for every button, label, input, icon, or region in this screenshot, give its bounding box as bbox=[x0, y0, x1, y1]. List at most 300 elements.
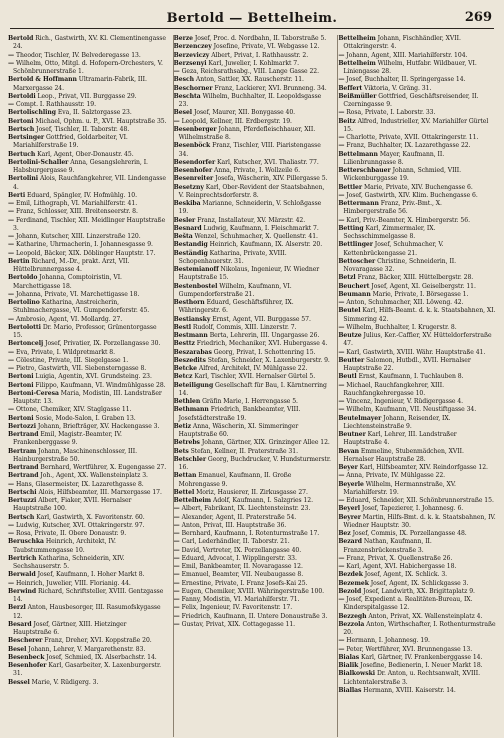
entry-name: Bialas bbox=[338, 653, 360, 661]
directory-entry bbox=[8, 258, 167, 275]
entry-name: Beschorner bbox=[173, 84, 213, 92]
directory-entry bbox=[174, 456, 332, 473]
entry-details: Rosa, Private, I. Laborstr. 33. bbox=[346, 109, 436, 117]
entry-name: — bbox=[338, 563, 345, 570]
directory-entry bbox=[8, 514, 167, 522]
entry-details: Karl, Agent, XVI. Habichergasse 18. bbox=[346, 563, 457, 570]
entry-name: Bešta bbox=[173, 233, 193, 240]
directory-entry bbox=[338, 555, 496, 563]
entry-name: Besler bbox=[173, 216, 196, 224]
directory-entry bbox=[8, 274, 167, 291]
directory-entry bbox=[8, 192, 167, 200]
entry-name: Bettelheim bbox=[338, 35, 376, 42]
directory-entry bbox=[8, 555, 167, 572]
entry-details: Bernhard, Wertführer, X. Eugengasse 27. bbox=[40, 464, 167, 471]
directory-entry bbox=[8, 118, 167, 126]
entry-name: Beutl bbox=[338, 373, 357, 381]
entry-details: Heinrich, Kaufmann, IX. Alserstr. 20. bbox=[209, 241, 323, 249]
entries-column-2 bbox=[173, 35, 332, 737]
directory-entry bbox=[8, 324, 167, 341]
entry-name: — bbox=[8, 480, 15, 488]
entry-name: Bertrand bbox=[8, 431, 39, 438]
entry-name: Beyerl bbox=[338, 505, 360, 513]
entry-name: Bertoni-Ceresa bbox=[8, 389, 59, 397]
entry-name: — bbox=[338, 323, 345, 331]
directory-entry bbox=[8, 340, 167, 348]
entry-details: Dr. Mario, Professor, Grünentorgasse 15. bbox=[13, 323, 157, 339]
entry-name: — bbox=[8, 530, 15, 537]
entry-name: — bbox=[173, 554, 180, 562]
entry-name: Besel bbox=[8, 645, 27, 653]
entry-name: Betrebs bbox=[173, 439, 200, 447]
directory-entry bbox=[174, 316, 332, 324]
entry-name: Besnard bbox=[173, 224, 202, 232]
entry-details: Josef, Maurer, XII. Bonygasse 40. bbox=[193, 109, 296, 117]
entry-details: Anna, Private, IV. Mühlgasse 22. bbox=[346, 472, 446, 480]
entry-details: Anton, Hausbesorger, III. Rasumofskygasse 12. bbox=[13, 604, 161, 620]
entry-name: Bertsinger bbox=[8, 134, 45, 141]
entry-name: — bbox=[338, 142, 345, 150]
entry-name: — bbox=[338, 497, 345, 504]
entry-details: Geza, Reichsrathsabg., VIII. Lange Gasse 22. bbox=[181, 68, 320, 75]
entry-name: Beutelmayer bbox=[338, 414, 382, 422]
entry-details: Johann, Briefträger, XV. Hackengasse 3. bbox=[37, 422, 160, 430]
entry-details: Josef, Buchhalter, II. Springergasse 14. bbox=[346, 76, 466, 84]
entry-name: — bbox=[8, 406, 15, 414]
entry-name: — bbox=[173, 596, 180, 603]
directory-entry bbox=[8, 349, 167, 357]
entry-name: Berwald bbox=[8, 571, 36, 579]
entry-details: Eva, Private, I. Wildpretmarkt 8. bbox=[15, 348, 115, 356]
entry-details: Pietro, Gastwirth, VII. Siebensterngasse 8. bbox=[15, 365, 147, 372]
entry-details: Franz, Priv.-Bmt., X. Himbergerstraße 56. bbox=[343, 200, 442, 216]
entry-details: Karl, Ober-Revident der Staatsbahnen, V. Reinprechtsdorferstr. 8. bbox=[178, 183, 325, 199]
directory-entry bbox=[174, 423, 332, 440]
directory-entry bbox=[338, 332, 496, 349]
entry-details: Wilhelm, Kaufmann, VII. Neustiftgasse 34. bbox=[346, 406, 477, 414]
directory-entry bbox=[338, 184, 496, 192]
directory-entry bbox=[338, 241, 496, 258]
entry-name: Bestiansky bbox=[173, 315, 211, 323]
directory-entry bbox=[8, 159, 167, 176]
entry-name: Bettel bbox=[173, 488, 195, 496]
entry-details: Katharina, Anstreicherin, Stuhlmachergasse, VI. Gumpendorferstr. 45. bbox=[13, 299, 150, 315]
entry-details: Christine, Schneiderin, II. Novaragasse 32. bbox=[343, 257, 457, 273]
entry-name: Berwind bbox=[8, 587, 37, 595]
entry-details: Johann, Reisender, IX. Liechtensteinstraße 9. bbox=[343, 414, 451, 430]
directory-entry bbox=[174, 357, 332, 365]
entry-details: Wilhelm, Buchhalter, II. Leopoldsgasse 23. bbox=[178, 92, 322, 108]
entry-details: Josef, Commis, IX. Porzellangasse 48. bbox=[352, 530, 467, 537]
entry-name: Bertoni bbox=[8, 373, 34, 381]
directory-entry bbox=[174, 382, 332, 399]
entry-details: Alois, Hilfsbeamter, III. Marxergasse 17. bbox=[38, 488, 162, 496]
entry-name: — bbox=[8, 233, 15, 240]
directory-entry bbox=[174, 497, 332, 505]
entry-details: Maria, Modistin, III. Landstraßer Hauptstr. 13. bbox=[13, 389, 162, 405]
entry-name: Bezold bbox=[338, 587, 362, 595]
entry-name: Beutze bbox=[338, 332, 362, 339]
directory-entry bbox=[174, 35, 332, 43]
entry-name: — bbox=[338, 76, 345, 84]
directory-entry bbox=[8, 472, 167, 480]
entry-details: Wilhelm, Hermannstraße, XV. Mariahilferstr. 19. bbox=[343, 480, 456, 496]
entry-name: Betting bbox=[338, 224, 364, 232]
directory-entry bbox=[8, 522, 167, 530]
entry-name: — bbox=[338, 299, 345, 306]
entry-details: Josefa, Wäscherin, XIV. Pillergasse 5. bbox=[215, 175, 328, 183]
entry-details: Katharina, Schneiderin, XIV. Sechshauserstr. 5. bbox=[13, 554, 125, 570]
entry-details: Karl, Kutscher, XVI. Thaliastr. 77. bbox=[217, 158, 319, 166]
directory-entry bbox=[8, 365, 167, 373]
directory-entry bbox=[8, 250, 167, 258]
entry-details: Karl, Juwelier, I. Kohlmarkt 7. bbox=[208, 59, 300, 67]
directory-entry bbox=[174, 472, 332, 489]
entry-details: Emil, Magistr.-Beamter, IV. Frankenberggasse 9. bbox=[13, 431, 122, 447]
directory-entry bbox=[338, 464, 496, 472]
directory-entry bbox=[174, 225, 332, 233]
entry-details: Eduard, Advocat, I. Wipplingerstr. 33. bbox=[181, 554, 297, 562]
entries-column-1 bbox=[8, 35, 167, 737]
entry-details: Katharine, Uhrmacherin, I. Johannesgasse 9. bbox=[15, 241, 153, 249]
entry-name: Berti bbox=[8, 191, 26, 199]
directory-entry bbox=[338, 52, 496, 60]
directory-entry bbox=[8, 646, 167, 654]
directory-entry bbox=[8, 35, 167, 52]
directory-entry bbox=[174, 109, 332, 117]
entry-name: Bevan bbox=[338, 447, 360, 455]
entry-details: Josef, Gastwirth, XIV. Klim. Buchengasse 6. bbox=[346, 191, 478, 199]
entry-details: Johann, Pferdefleischhauer, XII. Wilhelmstraße 8. bbox=[178, 125, 316, 141]
entry-name: — bbox=[8, 315, 15, 323]
entry-details: Johann, Fischhändler, XVII. Ottakringerstr. 4. bbox=[343, 35, 461, 51]
entry-name: Bertoldi bbox=[8, 92, 36, 100]
directory-entry bbox=[8, 109, 167, 117]
entry-name: — bbox=[173, 571, 180, 579]
entry-name: Bescherer bbox=[8, 637, 43, 645]
directory-entry bbox=[8, 101, 167, 109]
entry-details: Josef, Tapezierer, I. Johannesg. 6. bbox=[361, 505, 464, 513]
entry-name: — bbox=[338, 51, 345, 59]
entry-name: Bertsch bbox=[8, 513, 35, 521]
entry-name: Bertrand bbox=[8, 464, 39, 471]
entry-name: Bertoldo bbox=[8, 274, 38, 282]
directory-entry bbox=[174, 448, 332, 456]
directory-entry bbox=[8, 151, 167, 159]
entry-name: Beyerle bbox=[338, 480, 364, 488]
entry-details: Dr. Anton, u. Rechtsanwalt, XVIII. Lichtentalerstraße 3. bbox=[343, 670, 480, 686]
directory-entry bbox=[8, 481, 167, 489]
entry-details: Hans, Glasermeister, IX. Lazarethgasse 8. bbox=[15, 480, 144, 488]
entry-name: Bethmann bbox=[173, 406, 209, 414]
entry-details: Josef, Gärtner, XIII. Hietzinger Hauptstraße 6. bbox=[13, 620, 127, 636]
entry-details: Eduard, Spängler, IV. Hofmühlg. 10. bbox=[27, 191, 137, 199]
directory-entry bbox=[174, 522, 332, 530]
directory-entry bbox=[338, 637, 496, 645]
entry-details: Alfred, Architekt, IV. Mühlgasse 22. bbox=[198, 365, 308, 372]
entry-name: — bbox=[173, 68, 180, 75]
directory-entry bbox=[338, 613, 496, 621]
entry-details: Leop., Privat, VII. Burggasse 29. bbox=[37, 92, 137, 100]
entry-details: Nathan, Kaufmann, II. Franzensbrückenstraße 3. bbox=[343, 538, 432, 554]
directory-entry bbox=[174, 167, 332, 175]
page-number: 269 bbox=[464, 10, 492, 25]
entry-name: Besenhofer bbox=[8, 662, 47, 669]
entry-details: Rosa, Private, II. Obere Donaustr. 9. bbox=[15, 530, 127, 537]
entry-name: Bets bbox=[173, 447, 189, 455]
entry-name: Berzsenyi bbox=[173, 59, 207, 67]
entry-details: Anton, Sattler, XX. Rauscherstr. 11. bbox=[195, 76, 304, 84]
entry-name: Bertolini bbox=[8, 175, 39, 183]
directory-entry bbox=[8, 538, 167, 555]
directory-entry bbox=[338, 291, 496, 299]
entry-details: Katharina, Private, XVIII. Schopenhauerstr. 31. bbox=[178, 249, 287, 265]
entry-details: Karl, Gastwirth, X. Favoritenstr. 60. bbox=[36, 513, 145, 521]
entry-details: Josefine, Private, VI. Webgasse 12. bbox=[213, 43, 320, 51]
entry-name: — bbox=[173, 546, 180, 554]
directory-entry bbox=[8, 299, 167, 316]
directory-entry bbox=[338, 167, 496, 184]
entry-name: Bezemek bbox=[338, 579, 369, 587]
directory-entry bbox=[338, 60, 496, 77]
entry-name: — bbox=[173, 513, 180, 521]
directory-entry bbox=[174, 547, 332, 555]
entry-details: Ambrosio, Agent, VI. Mollardg. 27. bbox=[15, 315, 123, 323]
entry-details: Karl, Gasarbeiter, X. Laxenburgerstr. 31. bbox=[13, 662, 162, 678]
entry-name: — bbox=[8, 579, 15, 587]
directory-entry bbox=[8, 217, 167, 234]
directory-entry bbox=[8, 637, 167, 645]
entry-details: Ernst, Agent, VII. Burggasse 57. bbox=[212, 315, 311, 323]
entry-name: Bezzegh bbox=[338, 612, 367, 620]
entry-details: Karl, Tischler, XVII. Hernalser Gürtel 5. bbox=[194, 373, 316, 381]
directory-entry bbox=[174, 85, 332, 93]
entry-details: Alois, Rauchfangkehrer, VII. Lindengasse 4. bbox=[13, 175, 166, 191]
directory-entry bbox=[338, 35, 496, 52]
directory-entry bbox=[174, 340, 332, 348]
directory-entry bbox=[338, 654, 496, 662]
entry-name: Bertolotti bbox=[8, 323, 41, 331]
directory-entry bbox=[338, 274, 496, 282]
entry-name: Beutter bbox=[338, 356, 365, 364]
entry-details: Ernst, Kaufmann, I. Tuchlauben 8. bbox=[358, 373, 464, 381]
entry-name: Betiz bbox=[173, 422, 192, 430]
entry-name: Beständig bbox=[173, 249, 208, 257]
entry-name: Beszedits bbox=[173, 356, 206, 364]
directory-entry bbox=[338, 200, 496, 217]
entry-details: Nikolaus, Ingenieur, IV. Wiedner Hauptstraße 15. bbox=[178, 266, 320, 282]
page-title: Bertold — Bettelheim. bbox=[166, 11, 338, 26]
directory-entry bbox=[8, 76, 167, 93]
entry-name: — bbox=[173, 587, 180, 595]
directory-entry bbox=[174, 555, 332, 563]
directory-entry bbox=[8, 464, 167, 472]
directory-entry bbox=[174, 184, 332, 201]
entry-details: Rich., Gastwirth, XV. Kl. Clementinengasse 24. bbox=[13, 35, 166, 51]
entry-details: Wilhelm, Kaufmann, VI. Gumpendorferstraße 21. bbox=[178, 282, 292, 298]
directory-entry bbox=[338, 142, 496, 150]
directory-entry bbox=[8, 423, 167, 431]
directory-entry bbox=[8, 382, 167, 390]
directory-entry bbox=[8, 588, 167, 605]
entry-details: Josef, Schuhmacher, V. Kettenbrückengasse 21. bbox=[343, 241, 444, 257]
entry-details: Theodor, Tischler, IV. Belvederegasse 13. bbox=[15, 51, 141, 59]
directory-entry bbox=[174, 349, 332, 357]
directory-entry bbox=[174, 52, 332, 60]
directory-entry bbox=[174, 505, 332, 513]
entry-details: Cölestine, Private, III. Siegelgasse 1. bbox=[15, 356, 129, 364]
directory-entry bbox=[338, 382, 496, 399]
directory-entry bbox=[8, 571, 167, 579]
entry-name: Beteiligung bbox=[173, 381, 214, 389]
entry-details: Karl, Hilfsbeamter, XIV. Reindorfgasse 12. bbox=[359, 464, 488, 471]
entry-details: Julius, Ker.-Caffier, XV. Hütteldorferstraße 47. bbox=[343, 332, 492, 348]
entry-name: Berzl bbox=[8, 604, 26, 612]
directory-entry bbox=[338, 505, 496, 513]
entry-name: Bettelmann bbox=[338, 150, 378, 158]
directory-entry bbox=[338, 118, 496, 135]
entry-name: — bbox=[338, 472, 345, 480]
entry-name: Betcz bbox=[173, 373, 193, 381]
entry-name: Bertrich bbox=[8, 554, 37, 562]
directory-entry bbox=[8, 390, 167, 407]
entries-column-3 bbox=[337, 35, 496, 737]
directory-entry bbox=[8, 415, 167, 423]
entry-name: — bbox=[8, 216, 15, 224]
entry-details: Vincenz, Ingenieur, V. Rüdigergasse 4. bbox=[346, 398, 464, 405]
entry-name: Bettelheim bbox=[338, 59, 376, 67]
entry-details: Franz, Tischler, VIII. Piaristengasse 34. bbox=[178, 142, 321, 158]
directory-entry bbox=[8, 431, 167, 448]
entry-details: Stefan, Kellner, II. Praterstraße 31. bbox=[190, 447, 298, 455]
directory-entry bbox=[338, 225, 496, 242]
entry-details: Bernhard, Kaufmann, I. Rotenturmstraße 17. bbox=[181, 530, 320, 537]
entry-details: Richard, M.-Dr., prakt. Arzt, VII. Hüttelbrunnergasse 4. bbox=[13, 257, 130, 273]
entry-name: Besenberger bbox=[173, 125, 217, 133]
entry-details: Martin, Hilfs-Bmt. d. k. k. Staatsbahnen, IV. Wiedner Hauptstr. 30. bbox=[343, 513, 496, 529]
entry-details: Rudolf, Commis, XIII. Linzerstr. 7. bbox=[192, 323, 297, 331]
directory-entry bbox=[174, 324, 332, 332]
entry-name: — bbox=[8, 290, 15, 298]
directory-entry bbox=[174, 588, 332, 596]
entry-details: Gustav, Privat, XIX. Cottagegasse 11. bbox=[181, 620, 296, 628]
directory-entry bbox=[338, 151, 496, 168]
directory-entry bbox=[338, 109, 496, 117]
directory-entry bbox=[174, 596, 332, 604]
directory-entry bbox=[8, 52, 167, 60]
directory-entry bbox=[338, 324, 496, 332]
entry-details: Luigia, Agentin, XVI. Grundsteing. 23. bbox=[35, 373, 152, 381]
directory-entry bbox=[174, 604, 332, 612]
directory-entry bbox=[174, 200, 332, 217]
entry-details: Georg, Buchdrucker, V. Hundsturmerstr. 16. bbox=[178, 455, 331, 471]
entry-name: — bbox=[338, 134, 345, 141]
entry-details: Wilhelm, Otto, Mitgl. d. Hofopern-Orchesters, V. Schönbrunnerstraße 1. bbox=[13, 59, 163, 75]
entry-name: Beißmüller bbox=[338, 92, 377, 100]
entry-name: — bbox=[338, 216, 345, 224]
entry-name: Besendorfer bbox=[173, 158, 216, 166]
entry-name: Bettler bbox=[338, 183, 363, 191]
entry-name: — bbox=[338, 109, 345, 117]
entry-details: Karl, Gärtner, IV. Frankenberggasse 14. bbox=[361, 653, 483, 661]
entry-name: — bbox=[173, 620, 180, 628]
entry-details: Gottfried, Geschäftsreisender, II. Czerningasse 9. bbox=[343, 92, 479, 108]
directory-entry bbox=[8, 126, 167, 134]
entry-name: — bbox=[338, 554, 345, 562]
entry-name: Bertrand bbox=[8, 472, 39, 480]
entry-details: Josef, Expedient a. Realitäten-Bureau, IX. Kinderspitalgasse 12. bbox=[343, 596, 473, 612]
directory-entry bbox=[338, 538, 496, 555]
entry-details: Karl, Agent, Ober-Donaustr. 45. bbox=[37, 150, 134, 158]
entry-details: Josef, Landwirth, XX. Brigittaplatz 9. bbox=[363, 587, 475, 595]
entry-name: — bbox=[173, 604, 180, 612]
entry-name: Berzeviczy bbox=[173, 51, 210, 59]
entry-details: Josef, Agent, XI. Geiselbergstr. 11. bbox=[371, 282, 476, 290]
entry-details: Karl, Gastwirth, XVIII. Währ. Hauptstraße 41. bbox=[346, 348, 486, 356]
entry-name: Bertram bbox=[8, 447, 37, 455]
directory-entry bbox=[8, 373, 167, 381]
entry-details: Franz, Lackierer, XVI. Brunneng. 34. bbox=[214, 84, 327, 92]
entry-name: Beyer bbox=[338, 464, 358, 471]
directory-entry bbox=[174, 43, 332, 51]
entry-name: Beskiba bbox=[173, 200, 201, 207]
entry-name: Betschler bbox=[173, 455, 207, 463]
directory-entry bbox=[338, 580, 496, 588]
entry-details: Peter, Wertführer, XVI. Brunnengasse 13. bbox=[346, 645, 473, 653]
entry-name: — bbox=[338, 348, 345, 356]
entry-name: — bbox=[338, 406, 345, 414]
entry-details: Gottfried, Goldarbeiter, VI. Mariahilferstraße 19. bbox=[13, 134, 128, 150]
entry-details: Karl, Lehrer, III. Landstraßer Hauptstraße 4. bbox=[343, 431, 457, 447]
entry-name: — bbox=[8, 365, 15, 372]
entry-details: Johann, Maschinenschlosser, III. Hainburgerstraße 50. bbox=[13, 447, 137, 463]
entry-details: Josefine, Bedienerin, I. Neuer Markt 18. bbox=[360, 662, 483, 669]
entry-details: Wenzel, Schuhmacher, X. Quellenstr. 41. bbox=[194, 233, 318, 240]
entry-details: Marie, Private, I. Börsegasse 1. bbox=[372, 290, 469, 298]
entry-details: Ludwig, Kutscher, XVI. Ottakringerstr. 97. bbox=[15, 521, 145, 529]
entry-details: Marie, Private, XIV. Buchengasse 6. bbox=[363, 183, 473, 191]
directory-entry bbox=[174, 332, 332, 340]
entry-details: Franz, Installateur, XV. Märzstr. 42. bbox=[197, 216, 306, 224]
entry-name: — bbox=[173, 579, 180, 587]
directory-entry bbox=[174, 299, 332, 316]
directory-entry bbox=[338, 415, 496, 432]
entry-details: Albert, Fiaker, XVII. Hernalser Hauptstraße 100. bbox=[13, 497, 132, 513]
entry-details: Charlotte, Private, XVII. Ottakringerstr. 11. bbox=[346, 134, 479, 141]
entry-name: — bbox=[8, 51, 15, 59]
entry-details: Eduard, Schneider, XII. Schönbrunnerstraße 15. bbox=[346, 497, 494, 504]
entry-details: Leopold, Bäcker, XIX. Döblinger Hauptstr. 17. bbox=[15, 249, 156, 257]
directory-entry bbox=[8, 291, 167, 299]
entry-name: Bestenbostel bbox=[173, 282, 218, 290]
directory-entry bbox=[174, 571, 332, 579]
entry-details: Franz, Schlosser, XIII. Breitenseerstr. 8. bbox=[15, 208, 138, 216]
directory-entry bbox=[174, 68, 332, 76]
entry-name: Bettermann bbox=[338, 200, 379, 207]
directory-entry bbox=[174, 118, 332, 126]
entry-details: Franz, Bäcker, XIII. Hüttelbergstr. 28. bbox=[357, 274, 474, 282]
directory-entry bbox=[8, 93, 167, 101]
directory-entry bbox=[174, 217, 332, 225]
directory-entry bbox=[174, 406, 332, 423]
entry-name: Biallas bbox=[338, 686, 362, 694]
directory-entry bbox=[338, 217, 496, 225]
entry-name: Bertin bbox=[8, 257, 30, 265]
entry-name: Bettoscher bbox=[338, 257, 376, 265]
entry-details: Alfred, Industrieller, XV. Mariahilfer Gürtel 15. bbox=[343, 117, 489, 133]
directory-entry bbox=[174, 93, 332, 110]
entry-details: Karl, Hilfs-Beamt. d. k. k. Staatsbahnen, XI. Simmering 42. bbox=[343, 307, 496, 323]
